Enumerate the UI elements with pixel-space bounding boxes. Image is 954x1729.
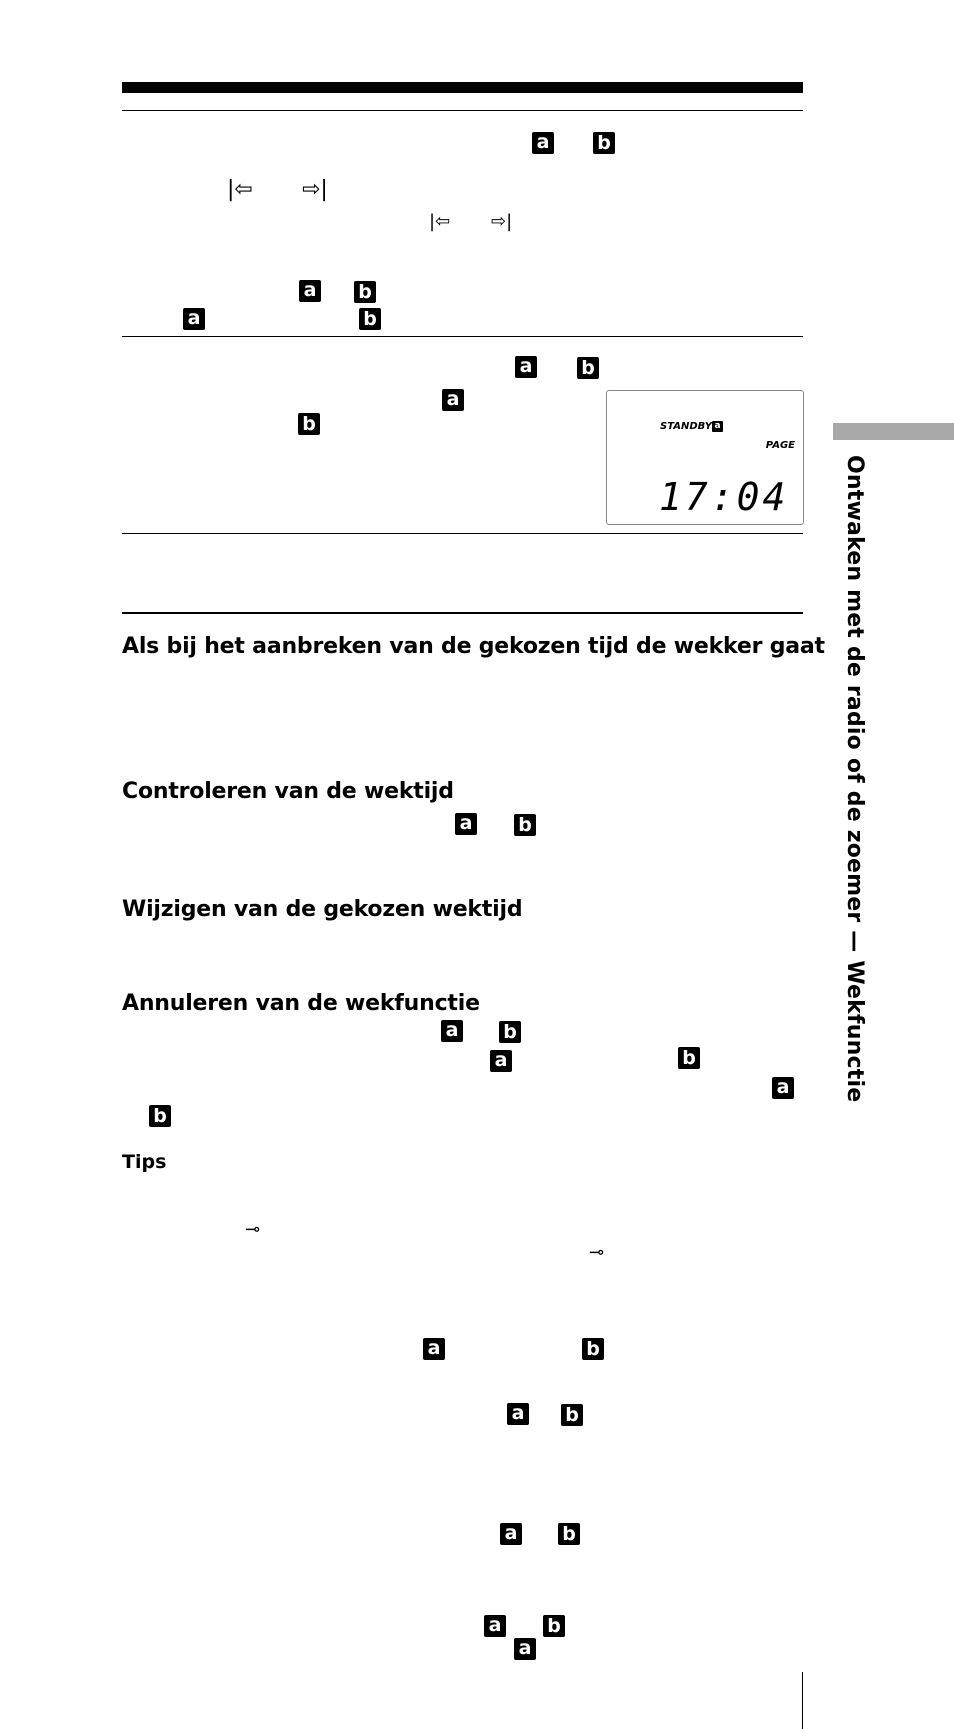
badge-a-icon: a [455, 813, 477, 835]
badge-b-icon: b [514, 814, 536, 836]
badge-b-icon: b [359, 308, 381, 330]
badge-b-icon: b [354, 281, 376, 303]
page-label: PAGE [765, 440, 795, 451]
divider [122, 533, 803, 534]
badge-b-icon: b [558, 1523, 580, 1545]
badge-a-icon: a [772, 1077, 794, 1099]
next-arrow-icon: ⇨| [302, 177, 328, 202]
badge-a-icon: a [500, 1523, 522, 1545]
badge-a-icon: a [183, 308, 205, 330]
badge-a-icon: a [514, 1638, 536, 1660]
prev-arrow-icon: |⇦ [429, 211, 451, 232]
badge-b-icon: b [543, 1615, 565, 1637]
next-arrow-icon: ⇨| [491, 211, 513, 232]
top-thick-rule [122, 82, 803, 93]
standby-label: STANDBY [660, 421, 712, 432]
clock-display [606, 390, 804, 525]
badge-b-icon: b [149, 1105, 171, 1127]
badge-a-icon: a [441, 1020, 463, 1042]
divider [122, 336, 803, 337]
badge-a-icon: a [507, 1403, 529, 1425]
divider [122, 612, 803, 614]
key-icon: ⊸ [245, 1219, 261, 1240]
badge-a-icon: a [712, 421, 723, 432]
tips-label: Tips [122, 1151, 167, 1173]
page-edge-rule [802, 1672, 803, 1729]
badge-a-icon: a [484, 1615, 506, 1637]
badge-a-icon: a [515, 356, 537, 378]
badge-a-icon: a [442, 389, 464, 411]
badge-b-icon: b [298, 413, 320, 435]
badge-b-icon: b [577, 357, 599, 379]
badge-a-icon: a [299, 280, 321, 302]
heading-alarm-goes-off: Als bij het aanbreken van de gekozen tijd de wekker gaat [122, 634, 825, 659]
section-side-title: Ontwaken met de radio of de zoemer — Wekfunctie [842, 455, 867, 1103]
key-icon: ⊸ [589, 1242, 605, 1263]
badge-b-icon: b [582, 1338, 604, 1360]
badge-b-icon: b [593, 132, 615, 154]
prev-arrow-icon: |⇦ [227, 177, 253, 202]
heading-change-time: Wijzigen van de gekozen wektijd [122, 897, 523, 922]
badge-a-icon: a [532, 132, 554, 154]
badge-b-icon: b [678, 1047, 700, 1069]
badge-a-icon: a [490, 1050, 512, 1072]
display-time: 17:04 [659, 475, 789, 519]
section-tab-marker [833, 423, 954, 440]
divider [122, 110, 803, 111]
badge-a-icon: a [423, 1338, 445, 1360]
heading-check-time: Controleren van de wektijd [122, 779, 454, 804]
badge-b-icon: b [499, 1021, 521, 1043]
heading-cancel-alarm: Annuleren van de wekfunctie [122, 991, 480, 1016]
badge-b-icon: b [561, 1404, 583, 1426]
